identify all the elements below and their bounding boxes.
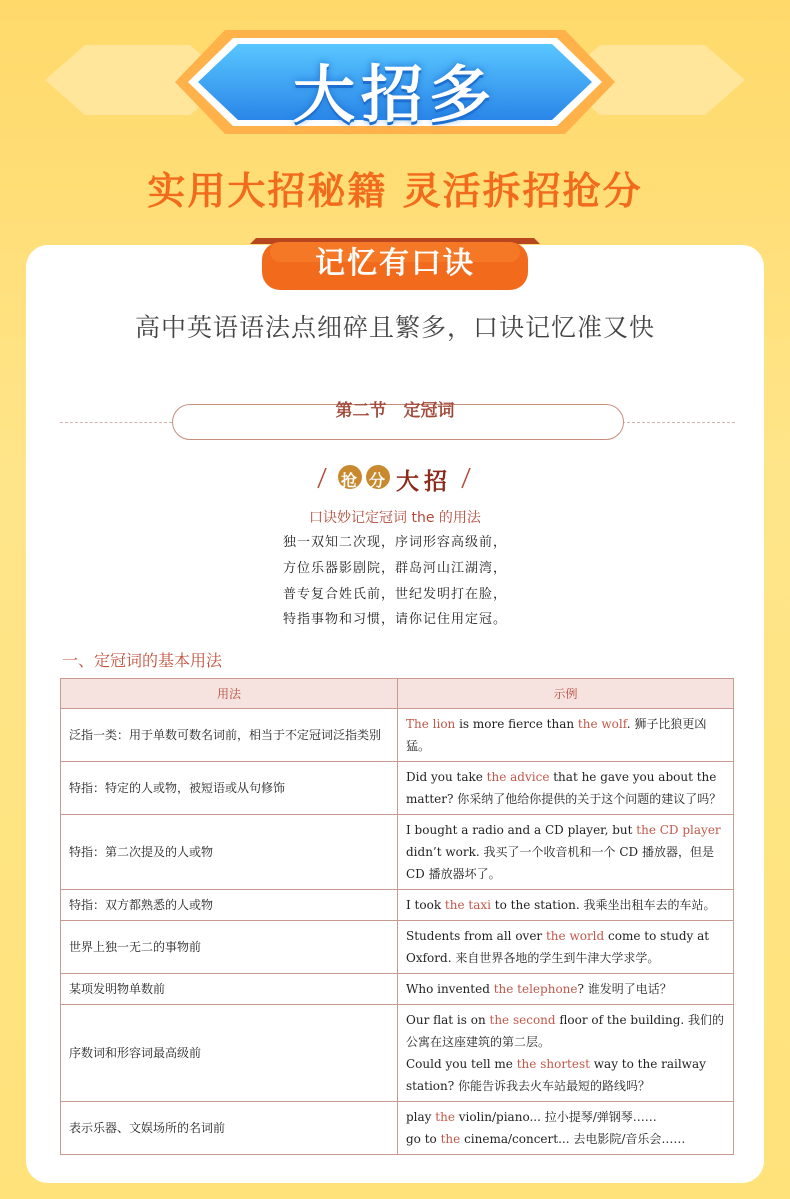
- example-cell: [398, 974, 734, 1005]
- table-row: [61, 890, 734, 921]
- table-row: [61, 974, 734, 1005]
- example-text: Could you tell me: [406, 1057, 517, 1071]
- usage-cell: 特指：特定的人或物，被短语或从句修饰: [61, 762, 398, 815]
- example-text: floor of the building. 我们的公寓在这座建筑的第二层。: [406, 1013, 725, 1049]
- usage-cell: 表示乐器、文娱场所的名词前: [61, 1102, 398, 1155]
- header-usage: 用法: [61, 679, 398, 709]
- example-text: I took: [406, 898, 445, 912]
- table-row: [61, 815, 734, 890]
- poem-line: 普专复合姓氏前，世纪发明打在脸，: [282, 587, 507, 602]
- highlight-text: the wolf: [577, 717, 627, 731]
- example-cell: [398, 1102, 734, 1155]
- example-text: Who invented: [406, 982, 494, 996]
- highlight-text: the world: [545, 929, 605, 943]
- highlight-text: the advice: [486, 770, 550, 784]
- table-row: [61, 1102, 734, 1155]
- usage-cell: 泛指一类：用于单数可数名词前，相当于不定冠词泛指类别: [61, 709, 398, 762]
- poem-line: 方位乐器影剧院，群岛河山江湖湾，: [282, 561, 507, 576]
- memory-tag: [240, 238, 550, 290]
- example-text: go to: [406, 1132, 441, 1146]
- example-cell: [398, 815, 734, 890]
- example-cell: [398, 890, 734, 921]
- example-text: way to the railway station? 你能告诉我去火车站最短的路线吗？: [406, 1057, 706, 1093]
- header-example: 示例: [398, 679, 734, 709]
- section-header: [60, 400, 735, 440]
- example-text: I bought a radio and a CD player, but: [406, 823, 637, 837]
- highlight-text: the: [435, 1110, 455, 1124]
- example-text: Students from all over: [406, 929, 546, 943]
- poem-line: 独一双知二次现，序词形容高级前，: [282, 535, 507, 550]
- highlight-text: the telephone: [493, 982, 578, 996]
- example-cell: [398, 709, 734, 762]
- usage-cell: 某项发明物单数前: [61, 974, 398, 1005]
- example-text: ? 谁发明了电话？: [577, 982, 672, 996]
- usage-cell: 世界上独一无二的事物前: [61, 921, 398, 974]
- section-divider-right: [622, 422, 735, 423]
- example-text: is more fierce than: [455, 717, 578, 731]
- example-text: Our flat is on: [406, 1013, 490, 1027]
- section-divider-left: [60, 422, 172, 423]
- tagline: 高中英语语法点细碎且繁多，口诀记忆准又快: [134, 313, 655, 342]
- example-text: to the station. 我乘坐出租车去的车站。: [490, 898, 716, 912]
- usage-heading: 一、定冠词的基本用法: [62, 651, 223, 670]
- table-row: [61, 709, 734, 762]
- example-text: Did you take: [406, 770, 487, 784]
- banner-subtitle: 实用大招秘籍 灵活拆招抢分: [147, 169, 643, 213]
- example-text: didn’t work. 我买了一个收音机和一个 CD 播放器，但是 CD 播放器坏了。: [406, 845, 714, 881]
- usage-cell: 特指：双方都熟悉的人或物: [61, 890, 398, 921]
- example-cell: [398, 762, 734, 815]
- example-text: . 狮子比狼更凶猛。: [406, 717, 707, 753]
- dazhao-char-4: 招: [424, 468, 447, 495]
- dazhao-char-2: 分: [369, 471, 386, 490]
- usage-cell: 序数词和形容词最高级前: [61, 1005, 398, 1102]
- section-title: 第二节 定冠词: [335, 401, 455, 421]
- banner-title: 大招多: [292, 58, 497, 131]
- example-text: come to study at Oxford. 来自世界各地的学生到牛津大学求学。: [406, 929, 710, 965]
- dazhao-char-1: 抢: [341, 471, 358, 490]
- example-text: play: [406, 1110, 436, 1124]
- table-row: [61, 762, 734, 815]
- poem-title: 口诀妙记定冠词 the 的用法: [309, 510, 481, 526]
- dazhao-badge: [0, 462, 790, 495]
- example-text: that he gave you about the matter? 你采纳了他给你提供的关于这个问题的建议了吗？: [406, 770, 722, 806]
- table-row: [61, 921, 734, 974]
- highlight-text: The lion: [406, 717, 456, 731]
- table-header-row: [61, 679, 734, 709]
- usage-cell: 特指：第二次提及的人或物: [61, 815, 398, 890]
- table-row: [61, 1005, 734, 1102]
- memory-tag-label: 记忆有口诀: [315, 246, 475, 281]
- dazhao-char-3: 大: [396, 468, 419, 495]
- highlight-text: the shortest: [516, 1057, 590, 1071]
- example-text: cinema/concert... 去电影院/音乐会……: [460, 1132, 686, 1146]
- poem-line: 特指事物和习惯，请你记住用定冠。: [282, 612, 507, 627]
- highlight-text: the second: [489, 1013, 556, 1027]
- highlight-text: the taxi: [444, 898, 491, 912]
- example-text: violin/piano... 拉小提琴/弹钢琴……: [454, 1110, 657, 1124]
- top-banner: [0, 0, 790, 240]
- highlight-text: the CD player: [636, 823, 721, 837]
- example-cell: [398, 921, 734, 974]
- usage-table: [60, 678, 734, 1155]
- highlight-text: the: [440, 1132, 461, 1146]
- example-cell: [398, 1005, 734, 1102]
